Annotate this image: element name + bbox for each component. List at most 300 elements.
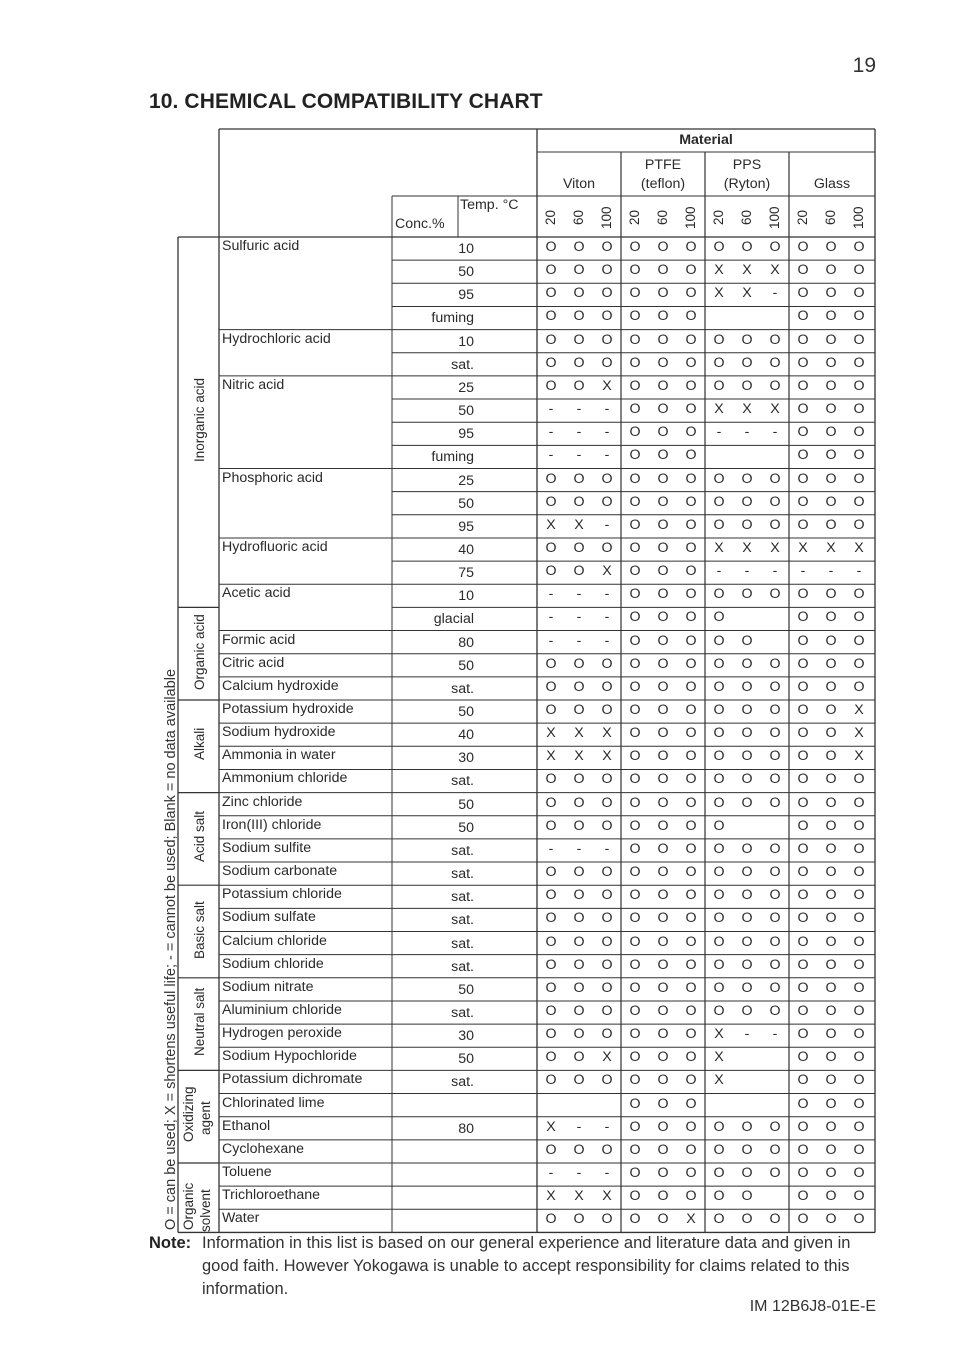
rating-cell: O	[545, 239, 557, 255]
rating-cell: O	[769, 377, 781, 394]
rating-cell: O	[629, 678, 641, 695]
rating-cell: O	[629, 377, 641, 394]
rating-cell: O	[657, 331, 669, 348]
rating-cell: O	[657, 632, 669, 649]
rating-cell: O	[797, 632, 809, 649]
rating-cell: O	[797, 748, 809, 765]
rating-cell: O	[769, 933, 781, 950]
chemical-name: Toluene	[222, 1164, 272, 1180]
rating-cell: X	[546, 725, 556, 742]
rating-cell: O	[797, 1049, 809, 1066]
conc-value: 50	[458, 264, 474, 281]
rating-cell: O	[853, 771, 865, 788]
rating-cell: O	[573, 933, 585, 950]
conc-value: 40	[458, 727, 474, 744]
rating-cell: O	[741, 331, 753, 348]
rating-cell: O	[769, 586, 781, 603]
rating-cell: O	[601, 308, 613, 325]
rating-cell: O	[741, 1002, 753, 1019]
rating-cell: X	[742, 401, 752, 418]
rating-cell: O	[545, 1072, 557, 1089]
rating-cell: O	[545, 771, 557, 788]
chemical-name: Potassium hydroxide	[222, 701, 354, 717]
rating-cell: O	[657, 493, 669, 510]
rating-cell: O	[657, 447, 669, 464]
rating-cell: O	[713, 956, 725, 973]
rating-cell: O	[797, 470, 809, 487]
rating-cell: O	[685, 308, 697, 325]
rating-cell: X	[574, 516, 584, 533]
rating-cell: O	[769, 516, 781, 533]
rating-cell: O	[853, 493, 865, 510]
rating-cell: O	[685, 933, 697, 950]
rating-cell: O	[545, 331, 557, 348]
rating-cell: O	[657, 1118, 669, 1135]
rating-cell: O	[825, 725, 837, 742]
conc-value: 30	[458, 750, 474, 767]
chemical-name: Calcium hydroxide	[222, 677, 339, 694]
rating-cell: O	[713, 864, 725, 881]
rating-cell: O	[601, 956, 613, 973]
rating-cell: O	[769, 1141, 781, 1158]
conc-value: 50	[458, 819, 474, 836]
rating-cell: X	[714, 401, 724, 418]
rating-cell: O	[601, 1002, 613, 1019]
rating-cell: O	[741, 702, 753, 718]
chemical-name: Sodium Hypochloride	[222, 1048, 357, 1065]
rating-cell: -	[604, 516, 610, 533]
rating-cell: O	[797, 794, 809, 811]
rating-cell: O	[685, 331, 697, 348]
rating-cell: O	[713, 887, 725, 904]
rating-cell: X	[798, 539, 808, 556]
rating-cell: O	[741, 864, 753, 881]
rating-cell: O	[573, 563, 585, 580]
rating-cell: O	[825, 1026, 837, 1043]
chemical-name: Nitric acid	[222, 376, 285, 393]
rating-cell: O	[601, 979, 613, 996]
rating-cell: O	[545, 887, 557, 904]
rating-cell: O	[713, 702, 725, 718]
rating-cell: O	[769, 354, 781, 371]
rating-cell: O	[545, 864, 557, 881]
rating-cell: O	[657, 794, 669, 811]
conc-value: fuming	[431, 310, 474, 327]
rating-cell: O	[657, 308, 669, 325]
rating-cell: O	[797, 1095, 809, 1112]
rating-cell: O	[573, 1026, 585, 1043]
rating-cell: O	[741, 1141, 753, 1158]
rating-cell: O	[797, 331, 809, 348]
rating-cell: O	[797, 401, 809, 418]
rating-cell: X	[546, 516, 556, 533]
rating-cell: O	[825, 586, 837, 603]
conc-value: sat.	[451, 842, 474, 859]
rating-cell: O	[713, 493, 725, 510]
rating-cell: O	[685, 1118, 697, 1135]
rating-cell: -	[548, 609, 554, 626]
rating-cell: O	[853, 1049, 865, 1066]
rating-cell: X	[854, 748, 864, 765]
rating-cell: O	[629, 285, 641, 302]
rating-cell: -	[716, 563, 722, 580]
rating-cell: O	[685, 424, 697, 441]
rating-cell: O	[629, 702, 641, 718]
rating-cell: O	[545, 655, 557, 672]
rating-cell: X	[770, 262, 780, 279]
note-text: Information in this list is based on our general experience and literature data and given in good faith. However Yokogawa is unable to accept responsibility for claims related to this information.	[202, 1234, 851, 1298]
rating-cell: O	[545, 1026, 557, 1043]
rating-cell: O	[629, 401, 641, 418]
rating-cell: X	[714, 285, 724, 302]
rating-cell: O	[825, 933, 837, 950]
rating-cell: O	[797, 864, 809, 881]
rating-cell: O	[713, 748, 725, 765]
rating-cell: X	[742, 539, 752, 556]
rating-cell: -	[548, 424, 554, 441]
rating-cell: O	[685, 678, 697, 695]
conc-value: 25	[458, 472, 474, 489]
rating-cell: O	[657, 655, 669, 672]
rating-cell: O	[825, 840, 837, 857]
conc-value: 50	[458, 796, 474, 813]
rating-cell: O	[657, 840, 669, 857]
rating-cell: O	[797, 1118, 809, 1135]
conc-value: 30	[458, 1028, 474, 1045]
rating-cell: O	[657, 1165, 669, 1181]
rating-cell: -	[576, 424, 582, 441]
rating-cell: O	[825, 262, 837, 279]
rating-cell: O	[769, 956, 781, 973]
rating-cell: X	[742, 262, 752, 279]
rating-cell: O	[685, 910, 697, 927]
rating-cell: O	[741, 470, 753, 487]
rating-cell: -	[548, 447, 554, 464]
rating-cell: -	[576, 401, 582, 418]
rating-cell: O	[685, 285, 697, 302]
rating-cell: O	[741, 516, 753, 533]
chemical-name: Sodium sulfate	[222, 909, 316, 926]
rating-cell: O	[685, 563, 697, 580]
rating-cell: O	[853, 1188, 865, 1205]
rating-cell: O	[713, 470, 725, 487]
rating-cell: O	[769, 725, 781, 742]
rating-cell: O	[685, 401, 697, 418]
conc-value: 25	[458, 379, 474, 396]
conc-value: sat.	[451, 1074, 474, 1091]
rating-cell: O	[713, 1002, 725, 1019]
conc-value: sat.	[451, 1004, 474, 1021]
rating-cell: O	[629, 1095, 641, 1112]
rating-cell: O	[741, 933, 753, 950]
rating-cell: O	[769, 702, 781, 718]
chemical-name: Phosphoric acid	[222, 469, 323, 486]
rating-cell: O	[797, 1165, 809, 1181]
material-header: Material	[679, 132, 733, 148]
rating-cell: O	[573, 887, 585, 904]
rating-cell: O	[825, 1118, 837, 1135]
temp-label: 20	[627, 209, 642, 225]
conc-value: 50	[458, 704, 474, 720]
rating-cell: O	[853, 864, 865, 881]
rating-cell: O	[629, 794, 641, 811]
rating-cell: O	[853, 239, 865, 255]
rating-cell: O	[629, 539, 641, 556]
rating-cell: O	[629, 956, 641, 973]
rating-cell: O	[545, 817, 557, 834]
rating-cell: O	[713, 979, 725, 996]
rating-cell: O	[797, 655, 809, 672]
rating-cell: O	[713, 516, 725, 533]
rating-cell: O	[685, 702, 697, 718]
rating-cell: -	[800, 563, 806, 580]
rating-cell: O	[853, 1002, 865, 1019]
rating-cell: O	[601, 794, 613, 811]
rating-cell: O	[825, 887, 837, 904]
rating-cell: O	[685, 239, 697, 255]
rating-cell: O	[825, 1211, 837, 1228]
rating-cell: O	[657, 1095, 669, 1112]
rating-cell: O	[769, 771, 781, 788]
rating-cell: X	[854, 725, 864, 742]
rating-cell: O	[769, 864, 781, 881]
rating-cell: O	[741, 586, 753, 603]
rating-cell: O	[601, 285, 613, 302]
rating-cell: O	[573, 539, 585, 556]
rating-cell: O	[713, 331, 725, 348]
rating-cell: -	[576, 632, 582, 649]
rating-cell: O	[685, 771, 697, 788]
rating-cell: O	[573, 956, 585, 973]
rating-cell: -	[772, 563, 778, 580]
rating-cell: O	[685, 817, 697, 834]
rating-cell: X	[714, 1049, 724, 1066]
rating-cell: O	[825, 285, 837, 302]
rating-cell: O	[573, 354, 585, 371]
rating-cell: O	[741, 979, 753, 996]
rating-cell: O	[685, 377, 697, 394]
chemical-name: Formic acid	[222, 631, 296, 648]
temp-label: 60	[739, 209, 754, 225]
rating-cell: O	[573, 331, 585, 348]
rating-cell: O	[853, 285, 865, 302]
rating-cell: X	[686, 1211, 696, 1228]
rating-cell: O	[825, 655, 837, 672]
rating-cell: O	[825, 678, 837, 695]
category-label: Acid salt	[192, 811, 207, 863]
rating-cell: O	[797, 979, 809, 996]
rating-cell: O	[853, 933, 865, 950]
rating-cell: -	[576, 586, 582, 603]
material-subname: (teflon)	[640, 176, 686, 192]
rating-cell: O	[601, 1026, 613, 1043]
rating-cell: O	[657, 586, 669, 603]
rating-cell: -	[828, 563, 834, 580]
material-name: Glass	[813, 176, 851, 192]
rating-cell: O	[825, 239, 837, 255]
rating-cell: O	[657, 748, 669, 765]
temp-label: 100	[767, 205, 782, 229]
rating-cell: X	[574, 1188, 584, 1205]
conc-value: 95	[458, 287, 474, 304]
rating-cell: O	[545, 262, 557, 279]
rating-cell: O	[545, 1141, 557, 1158]
rating-cell: O	[601, 771, 613, 788]
rating-cell: O	[713, 239, 725, 255]
rating-cell: O	[629, 632, 641, 649]
rating-cell: O	[797, 354, 809, 371]
rating-cell: O	[657, 864, 669, 881]
rating-cell: O	[797, 678, 809, 695]
rating-cell: O	[769, 1165, 781, 1181]
rating-cell: X	[574, 725, 584, 742]
material-name: PTFE	[644, 157, 682, 173]
rating-cell: O	[713, 1165, 725, 1181]
rating-cell: O	[797, 609, 809, 626]
rating-cell: O	[853, 910, 865, 927]
temp-label: 100	[599, 205, 614, 229]
rating-cell: O	[601, 1211, 613, 1228]
rating-cell: O	[741, 771, 753, 788]
rating-cell: O	[741, 1165, 753, 1181]
chemical-name: Chlorinated lime	[222, 1094, 325, 1111]
rating-cell: X	[602, 725, 612, 742]
conc-value: 75	[458, 565, 474, 582]
rating-cell: O	[825, 702, 837, 718]
category-label: solvent	[197, 1189, 213, 1232]
rating-cell: X	[742, 285, 752, 302]
rating-cell: O	[545, 493, 557, 510]
conc-value: 95	[458, 518, 474, 535]
rating-cell: O	[657, 1026, 669, 1043]
rating-cell: X	[602, 748, 612, 765]
rating-cell: O	[629, 655, 641, 672]
rating-cell: O	[545, 354, 557, 371]
rating-cell: X	[546, 1118, 556, 1135]
rating-cell: O	[657, 1141, 669, 1158]
category-label: Basic salt	[192, 900, 207, 959]
rating-cell: O	[797, 516, 809, 533]
rating-cell: X	[546, 748, 556, 765]
chemical-name: Sodium chloride	[222, 955, 324, 972]
rating-cell: O	[685, 539, 697, 556]
temp-header: Temp. °C	[460, 197, 519, 213]
conc-value: sat.	[451, 912, 474, 929]
rating-cell: O	[629, 979, 641, 996]
rating-cell: O	[741, 840, 753, 857]
rating-cell: O	[629, 470, 641, 487]
rating-cell: O	[853, 1165, 865, 1181]
rating-cell: O	[685, 262, 697, 279]
temp-label: 100	[683, 205, 698, 229]
rating-cell: O	[573, 1002, 585, 1019]
rating-cell: O	[601, 678, 613, 695]
rating-cell: X	[602, 1049, 612, 1066]
rating-cell: O	[713, 1211, 725, 1228]
conc-header: Conc.%	[395, 216, 445, 232]
rating-cell: O	[825, 1165, 837, 1181]
rating-cell: O	[601, 354, 613, 371]
rating-cell: O	[685, 794, 697, 811]
rating-cell: X	[714, 1072, 724, 1089]
rating-cell: O	[573, 794, 585, 811]
rating-cell: O	[573, 285, 585, 302]
chemical-name: Potassium chloride	[222, 886, 342, 903]
rating-cell: O	[629, 586, 641, 603]
rating-cell: O	[685, 516, 697, 533]
rating-cell: X	[602, 377, 612, 394]
rating-cell: O	[545, 933, 557, 950]
rating-cell: -	[548, 586, 554, 603]
rating-cell: O	[685, 864, 697, 881]
rating-cell: -	[604, 1165, 610, 1181]
rating-cell: O	[573, 493, 585, 510]
rating-cell: O	[657, 239, 669, 255]
rating-cell: O	[741, 655, 753, 672]
rating-cell: O	[769, 794, 781, 811]
rating-cell: O	[629, 840, 641, 857]
chemical-name: Water	[222, 1210, 260, 1227]
rating-cell: O	[657, 933, 669, 950]
rating-cell: O	[573, 771, 585, 788]
rating-cell: -	[744, 424, 750, 441]
category-label: Alkali	[192, 728, 207, 761]
rating-cell: O	[825, 979, 837, 996]
rating-cell: X	[854, 539, 864, 556]
rating-cell: -	[604, 401, 610, 418]
rating-cell: -	[576, 840, 582, 857]
rating-cell: O	[573, 262, 585, 279]
rating-cell: O	[741, 1118, 753, 1135]
material-name: PPS	[732, 157, 762, 173]
rating-cell: O	[601, 887, 613, 904]
rating-cell: O	[825, 1095, 837, 1112]
rating-cell: O	[853, 887, 865, 904]
rating-cell: O	[825, 331, 837, 348]
rating-cell: O	[741, 377, 753, 394]
rating-cell: O	[657, 470, 669, 487]
rating-cell: O	[629, 1049, 641, 1066]
rating-cell: O	[545, 956, 557, 973]
rating-cell: O	[685, 1049, 697, 1066]
rating-cell: O	[545, 979, 557, 996]
rating-cell: O	[685, 1165, 697, 1181]
rating-cell: O	[601, 655, 613, 672]
rating-cell: O	[825, 748, 837, 765]
conc-value: 50	[458, 657, 474, 674]
document-id: IM 12B6J8-01E-E	[749, 1298, 876, 1315]
rating-cell: O	[545, 308, 557, 325]
rating-cell: O	[629, 1026, 641, 1043]
conc-value: 50	[458, 981, 474, 998]
rating-cell: O	[853, 1141, 865, 1158]
rating-cell: O	[713, 655, 725, 672]
rating-cell: O	[601, 262, 613, 279]
rating-cell: O	[769, 910, 781, 927]
rating-cell: X	[546, 1188, 556, 1205]
temp-label: 60	[571, 209, 586, 225]
rating-cell: O	[629, 771, 641, 788]
rating-cell: O	[797, 308, 809, 325]
rating-cell: -	[772, 424, 778, 441]
rating-cell: O	[769, 331, 781, 348]
chemical-name: Ethanol	[222, 1117, 271, 1134]
rating-cell: O	[629, 239, 641, 255]
rating-cell: O	[797, 725, 809, 742]
chemical-name: Zinc chloride	[222, 793, 303, 810]
chemical-name: Trichloroethane	[222, 1187, 321, 1204]
rating-cell: O	[573, 910, 585, 927]
